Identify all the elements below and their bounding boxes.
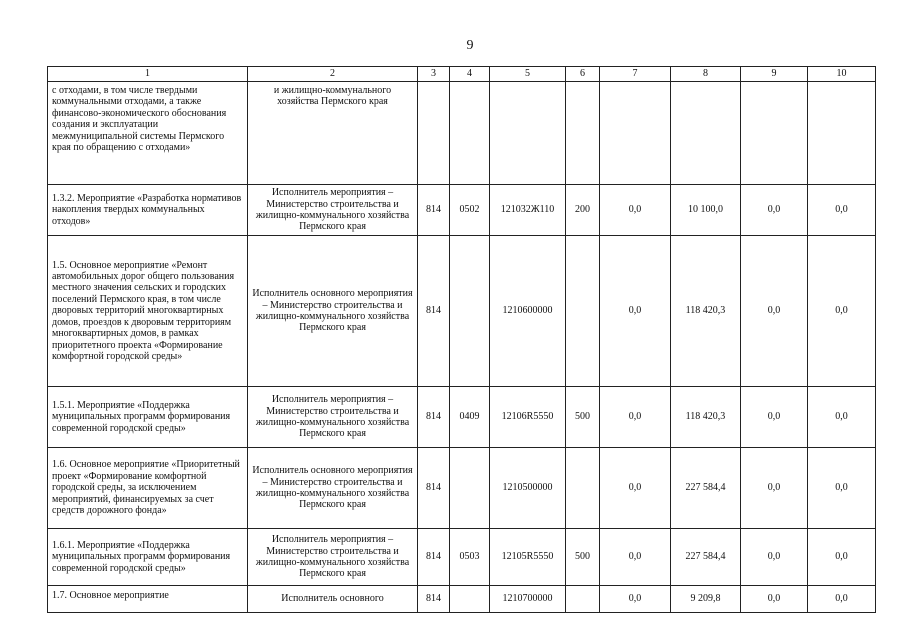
- table-row: [48, 185, 876, 236]
- executor-cell: Исполнитель мероприятия – Министерство строительства и жилищно-коммунального хозяйства Пермского края: [248, 185, 418, 236]
- activity-name-cell: 1.5. Основное мероприятие «Ремонт автомобильных дорог общего пользования местного значения сельских и городских поселений Пермского края, в том числе дворовых территорий многоквартирных домов, проездов к дворовым территориям многоквартирных домов, в рамках приоритетного проекта «Формирование комфортной городской среды»: [48, 236, 248, 387]
- executor-cell: Исполнитель мероприятия – Министерство строительства и жилищно-коммунального хозяйства Пермского края: [248, 387, 418, 448]
- column-header: 10: [808, 67, 876, 82]
- activity-name-cell: 1.6. Основное мероприятие «Приоритетный проект «Формирование комфортной городской среды, за исключением мероприятий, финансируемых за счет средств дорожного фонда»: [48, 448, 248, 529]
- section-code-cell: [450, 448, 490, 529]
- executor-cell: Исполнитель мероприятия – Министерство строительства и жилищно-коммунального хозяйства Пермского края: [248, 529, 418, 586]
- amount-cell: 118 420,3: [671, 387, 741, 448]
- amount-cell: 0,0: [600, 448, 671, 529]
- column-header: 9: [741, 67, 808, 82]
- amount-cell: 0,0: [808, 236, 876, 387]
- amount-cell: 0,0: [600, 387, 671, 448]
- executor-cell: Исполнитель основного: [248, 586, 418, 613]
- table-row: [48, 586, 876, 613]
- amount-cell: 0,0: [741, 185, 808, 236]
- amount-cell: 0,0: [741, 236, 808, 387]
- budget-table: [47, 66, 876, 613]
- target-code-cell: [490, 82, 566, 185]
- executor-cell: и жилищно-коммунального хозяйства Пермского края: [248, 82, 418, 185]
- amount-cell: 0,0: [808, 448, 876, 529]
- column-header: 1: [48, 67, 248, 82]
- table-row: [48, 387, 876, 448]
- target-code-cell: 121032Ж110: [490, 185, 566, 236]
- target-code-cell: 1210600000: [490, 236, 566, 387]
- table-row: [48, 529, 876, 586]
- amount-cell: [600, 82, 671, 185]
- amount-cell: 0,0: [741, 586, 808, 613]
- activity-name-cell: 1.5.1. Мероприятие «Поддержка муниципальных программ формирования современной городской среды»: [48, 387, 248, 448]
- admin-code-cell: 814: [418, 448, 450, 529]
- amount-cell: 0,0: [600, 529, 671, 586]
- column-header: 5: [490, 67, 566, 82]
- amount-cell: 0,0: [600, 185, 671, 236]
- column-header: 3: [418, 67, 450, 82]
- amount-cell: 0,0: [741, 448, 808, 529]
- expense-type-cell: [566, 82, 600, 185]
- amount-cell: 10 100,0: [671, 185, 741, 236]
- table-row: [48, 82, 876, 185]
- target-code-cell: 1210700000: [490, 586, 566, 613]
- section-code-cell: 0503: [450, 529, 490, 586]
- section-code-cell: 0409: [450, 387, 490, 448]
- header-row: [48, 67, 876, 82]
- table-row: [48, 448, 876, 529]
- amount-cell: 0,0: [808, 529, 876, 586]
- amount-cell: 227 584,4: [671, 529, 741, 586]
- admin-code-cell: 814: [418, 529, 450, 586]
- column-header: 8: [671, 67, 741, 82]
- expense-type-cell: [566, 448, 600, 529]
- admin-code-cell: 814: [418, 586, 450, 613]
- expense-type-cell: 500: [566, 387, 600, 448]
- expense-type-cell: [566, 586, 600, 613]
- amount-cell: 9 209,8: [671, 586, 741, 613]
- activity-name-cell: 1.7. Основное мероприятие: [48, 586, 248, 613]
- amount-cell: 0,0: [741, 387, 808, 448]
- amount-cell: 118 420,3: [671, 236, 741, 387]
- section-code-cell: [450, 236, 490, 387]
- amount-cell: 0,0: [600, 586, 671, 613]
- amount-cell: 0,0: [808, 387, 876, 448]
- admin-code-cell: [418, 82, 450, 185]
- amount-cell: 0,0: [741, 529, 808, 586]
- target-code-cell: 12105R5550: [490, 529, 566, 586]
- target-code-cell: 1210500000: [490, 448, 566, 529]
- column-header: 7: [600, 67, 671, 82]
- executor-cell: Исполнитель основного мероприятия – Министерство строительства и жилищно-коммунального хозяйства Пермского края: [248, 448, 418, 529]
- column-header: 6: [566, 67, 600, 82]
- amount-cell: 227 584,4: [671, 448, 741, 529]
- admin-code-cell: 814: [418, 185, 450, 236]
- expense-type-cell: [566, 236, 600, 387]
- activity-name-cell: с отходами, в том числе твердыми коммунальными отходами, а также финансово-экономического обоснования создания и эксплуатации межмуниципальной системы Пермского края по обращению с отходами»: [48, 82, 248, 185]
- amount-cell: 0,0: [808, 185, 876, 236]
- column-header: 4: [450, 67, 490, 82]
- admin-code-cell: 814: [418, 236, 450, 387]
- expense-type-cell: 200: [566, 185, 600, 236]
- activity-name-cell: 1.6.1. Мероприятие «Поддержка муниципальных программ формирования современной городской среды»: [48, 529, 248, 586]
- target-code-cell: 12106R5550: [490, 387, 566, 448]
- amount-cell: 0,0: [600, 236, 671, 387]
- activity-name-cell: 1.3.2. Мероприятие «Разработка нормативов накопления твердых коммунальных отходов»: [48, 185, 248, 236]
- page-number: 9: [466, 38, 474, 53]
- amount-cell: [741, 82, 808, 185]
- section-code-cell: [450, 586, 490, 613]
- admin-code-cell: 814: [418, 387, 450, 448]
- executor-cell: Исполнитель основного мероприятия – Министерство строительства и жилищно-коммунального хозяйства Пермского края: [248, 236, 418, 387]
- expense-type-cell: 500: [566, 529, 600, 586]
- table-row: [48, 236, 876, 387]
- section-code-cell: [450, 82, 490, 185]
- amount-cell: [671, 82, 741, 185]
- section-code-cell: 0502: [450, 185, 490, 236]
- column-header: 2: [248, 67, 418, 82]
- amount-cell: 0,0: [808, 586, 876, 613]
- amount-cell: [808, 82, 876, 185]
